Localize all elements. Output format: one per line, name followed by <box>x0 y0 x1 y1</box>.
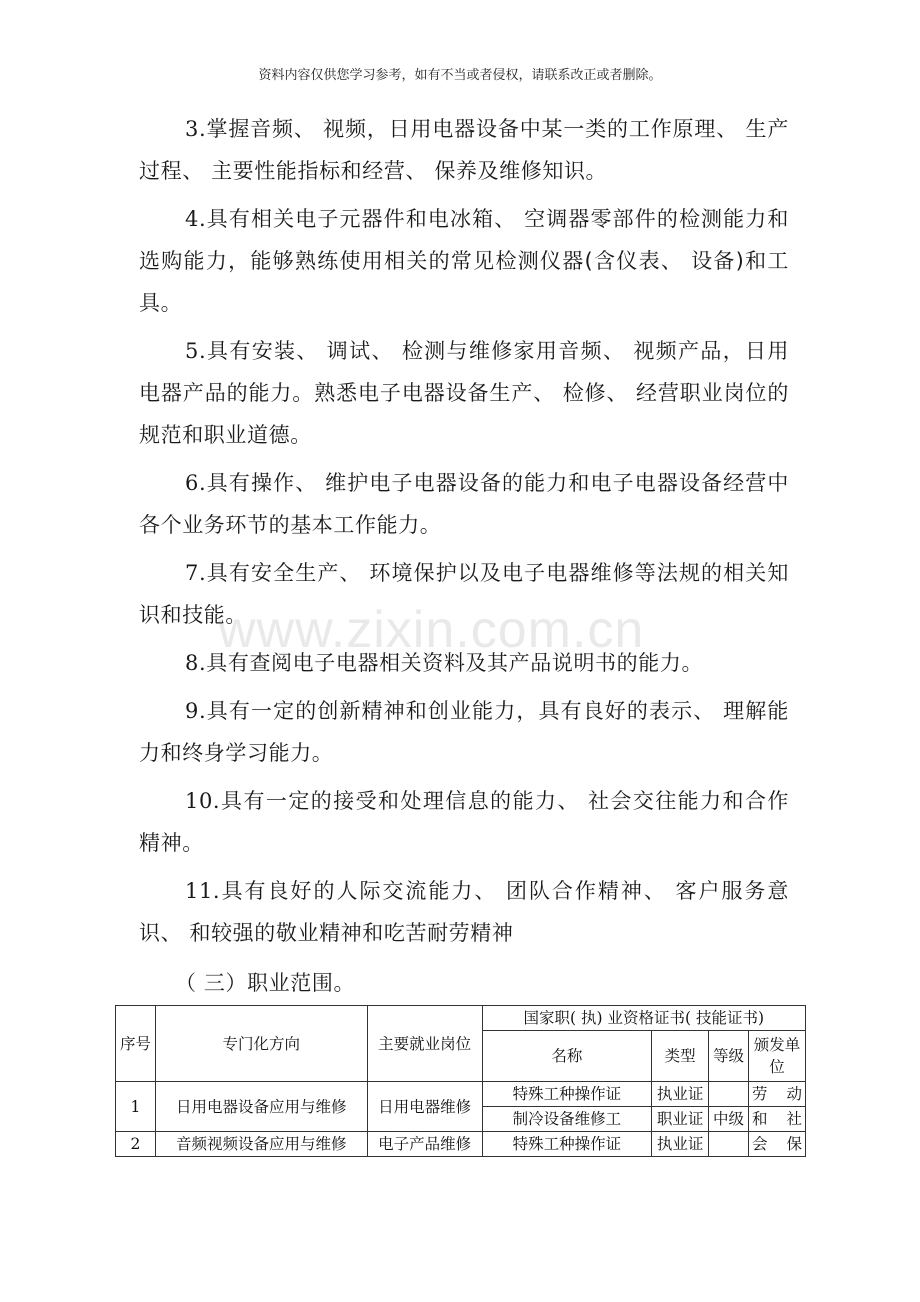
section-title: （ 三）职业范围。 <box>175 971 356 995</box>
header-issuer: 颁发单位 <box>749 1031 806 1082</box>
paragraph-3: 3.掌握音频、 视频，日用电器设备中某一类的工作原理、 生产过程、 主要性能指标和经营、 保养及维修知识。 <box>139 117 789 183</box>
paragraph-5: 5.具有安装、 调试、 检测与维修家用音频、 视频产品，日用电器产品的能力。熟悉电子电器设备生产、 检修、 经营职业岗位的规范和职业道德。 <box>139 339 789 447</box>
table-row <box>116 1082 806 1107</box>
header-note: 资料内容仅供您学习参考，如有不当或者侵权，请联系改正或者删除。 <box>258 68 662 83</box>
header-seq: 序号 <box>116 1006 156 1082</box>
cell-cert-type: 职业证 <box>652 1107 709 1132</box>
cell-cert-name: 特殊工种操作证 <box>482 1082 652 1107</box>
cell-cert-name: 特殊工种操作证 <box>482 1132 652 1157</box>
paragraph-11: 11.具有良好的人际交流能力、 团队合作精神、 客户服务意识、 和较强的敬业精神和吃苦耐劳精神 <box>139 879 789 945</box>
cell-cert-type: 执业证 <box>652 1132 709 1157</box>
cell-issuer: 和 社 <box>749 1107 806 1132</box>
career-scope-table <box>115 1005 806 1157</box>
paragraph-10: 10.具有一定的接受和处理信息的能力、 社会交往能力和合作精神。 <box>139 789 789 855</box>
cell-position: 电子产品维修 <box>367 1132 482 1157</box>
cell-cert-type: 执业证 <box>652 1082 709 1107</box>
cell-level <box>709 1132 749 1157</box>
paragraph-8: 8.具有查阅电子电器相关资料及其产品说明书的能力。 <box>185 651 704 675</box>
cell-direction: 音频视频设备应用与维修 <box>155 1132 367 1157</box>
header-cert-group: 国家职( 执) 业资格证书( 技能证书) <box>482 1006 805 1031</box>
table-header-row <box>116 1006 806 1031</box>
header-name: 名称 <box>482 1031 652 1082</box>
header-level: 等级 <box>709 1031 749 1082</box>
paragraph-4: 4.具有相关电子元器件和电冰箱、 空调器零部件的检测能力和选购能力，能够熟练使用相关的常见检测仪器(含仪表、 设备)和工具。 <box>139 207 789 315</box>
document-body <box>139 108 789 960</box>
cell-position: 日用电器维修 <box>367 1082 482 1132</box>
paragraph-6: 6.具有操作、 维护电子电器设备的能力和电子电器设备经营中各个业务环节的基本工作能力。 <box>139 471 789 537</box>
header-position: 主要就业岗位 <box>367 1006 482 1082</box>
table-row <box>116 1132 806 1157</box>
cell-seq: 1 <box>116 1082 156 1132</box>
watermark: www.zixin.com.cn <box>218 601 645 659</box>
cell-cert-name: 制冷设备维修工 <box>482 1107 652 1132</box>
cell-direction: 日用电器设备应用与维修 <box>155 1082 367 1132</box>
cell-issuer: 会 保 <box>749 1132 806 1157</box>
header-type: 类型 <box>652 1031 709 1082</box>
paragraph-9: 9.具有一定的创新精神和创业能力，具有良好的表示、 理解能力和终身学习能力。 <box>139 699 789 765</box>
cell-seq: 2 <box>116 1132 156 1157</box>
cell-issuer: 劳 动 <box>749 1082 806 1107</box>
header-direction: 专门化方向 <box>155 1006 367 1082</box>
cell-level <box>709 1082 749 1107</box>
cell-level: 中级 <box>709 1107 749 1132</box>
paragraph-7: 7.具有安全生产、 环境保护以及电子电器维修等法规的相关知识和技能。 <box>139 561 789 627</box>
